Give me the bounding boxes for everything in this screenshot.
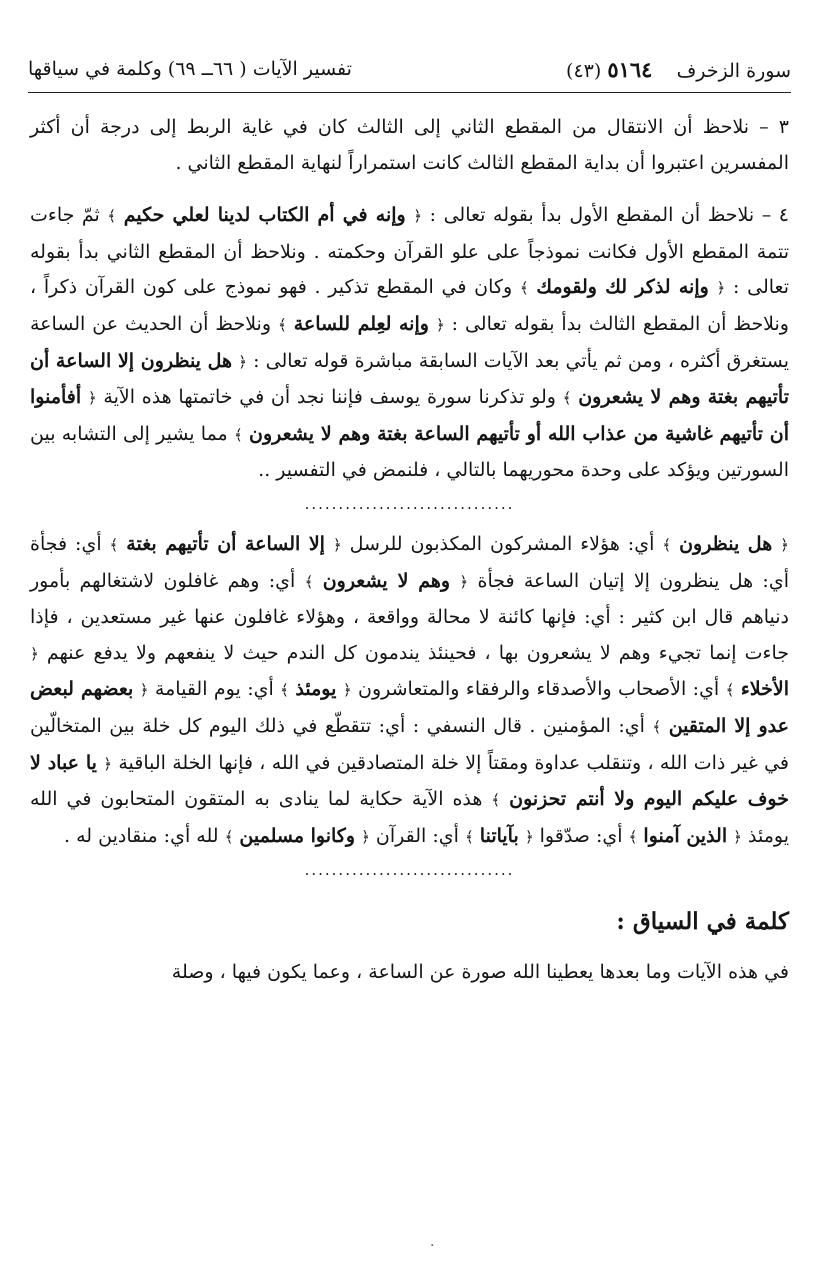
header-surah: (٤٣) سورة الزخرف (566, 59, 791, 82)
ornament-open: ﴿ (459, 572, 469, 591)
separator-dots: ............................... (304, 861, 515, 880)
ornament-close: ﴾ (233, 425, 243, 444)
ornament-close: ﴾ (519, 279, 529, 298)
tafsir-text-1: أي: هؤلاء المشركون المكذبون للرسل (341, 532, 663, 555)
p2-text-1: ٤ – نلاحظ أن المقطع الأول بدأ بقوله تعالى : (422, 204, 789, 227)
quran-verse: هل ينظرون (679, 532, 773, 555)
ornament-close: ﴾ (652, 717, 662, 736)
ornament-open: ﴿ (780, 535, 789, 554)
ornament-open: ﴿ (524, 827, 534, 846)
quran-verse: يومئذ (295, 678, 337, 701)
paragraph-point-4 (30, 198, 789, 489)
quran-verse: وهم لا يشعرون (322, 569, 451, 592)
separator-dots: ............................... (304, 494, 515, 513)
ornament-open: ﴿ (716, 279, 726, 298)
paragraph-point-3: ٣ – نلاحظ أن الانتقال من المقطع الثاني إلى الثالث كان في غاية الربط إلى درجة أن أكثر المفسرين اعتبروا أن بداية المقطع الثالث كانت استمراراً لنهاية المقطع الثاني . (30, 116, 789, 174)
ornament-close: ﴾ (224, 827, 234, 846)
p2-text-4: ونلاحظ أن الحديث عن الساعة يستغرق أكثره ، ومن ثم يأتي بعد الآيات السابقة مباشرة قوله تعالى : (30, 312, 789, 372)
p2-text-5: ولو تذكرنا سورة يوسف فإننا نجد أن في خاتمتها هذه الآية (96, 386, 563, 409)
tafsir-text-6: أي: المؤمنين . قال النسفي : أي: تتقطّع في ذلك اليوم كل خلة بين المتخالّين في غير ذات الله ، وتنقلب عداوة ومقتاً إلا خلة المتصادقين في الله ، فإنها الخلة الباقية (30, 714, 790, 774)
ornament-open: ﴿ (238, 352, 247, 371)
tafsir-text-4: أي: الأصحاب والأصدقاء والرفقاء والمتعاشرون (351, 678, 726, 701)
ornament-open: ﴿ (435, 315, 445, 334)
running-header (28, 52, 791, 86)
tafsir-text-2: أي: فجأة أي: هل ينظرون إلا إتيان الساعة فجأة (30, 532, 789, 592)
header-section-title: تفسير الآيات ( ٦٦ــ ٦٩) وكلمة في سياقها (28, 58, 352, 80)
ornament-close: ﴾ (562, 389, 572, 408)
quran-verse: بآياتنا (479, 824, 519, 847)
header-right-group (566, 57, 791, 82)
quran-verse: وإنه لذكر لك ولقومك (536, 276, 709, 299)
tafsir-text-10: لله أي: منقادين له . (64, 824, 225, 847)
ornament-open: ﴿ (733, 827, 742, 846)
ornament-open: ﴿ (413, 207, 423, 226)
tafsir-text-9: أي: القرآن (369, 824, 465, 847)
quran-verse: وكانوا مسلمين (239, 824, 356, 847)
tafsir-paragraph (30, 527, 789, 855)
tafsir-text-5: أي: يوم القيامة (148, 678, 281, 701)
quran-verse: وإنه لعِلم للساعة (293, 312, 429, 335)
quran-verse: يا عباد لا خوف عليكم اليوم ولا أنتم تحزنون (30, 751, 789, 811)
ornament-close: ﴾ (277, 315, 287, 334)
ornament-open: ﴿ (87, 389, 97, 408)
tafsir-text-7: هذه الآية حكاية لما ينادى به المتقون المتحابون في الله يومئذ (30, 788, 789, 847)
ornament-close: ﴾ (107, 207, 117, 226)
page-body (30, 110, 789, 991)
footer-mark: · (430, 1238, 435, 1254)
ornament-close: ﴾ (280, 681, 289, 700)
ornament-close: ﴾ (109, 535, 119, 554)
ornament-close: ﴾ (725, 681, 735, 700)
p2-text-3: وكان في المقطع تذكير . فهو نموذج على كون القرآن ذكراً ، ونلاحظ أن المقطع الثالث بدأ بقوله تعالى : (30, 276, 789, 335)
quran-verse: إلا الساعة أن تأتيهم بغتة (126, 532, 325, 555)
header-rule (28, 92, 791, 93)
ornament-open: ﴿ (139, 681, 149, 700)
ornament-open: ﴿ (342, 681, 352, 700)
ornament-open: ﴿ (332, 535, 342, 554)
quran-verse: بعضهم لبعض عدو إلا المتقين (30, 678, 789, 737)
section-heading: كلمة في السياق : (616, 908, 789, 936)
ornament-open: ﴿ (361, 827, 370, 846)
p2-text-6: مما يشير إلى التشابه بين السورتين ويؤكد على وحدة محوريهما بالتالي ، فلنمض في التفسير .. (30, 422, 789, 482)
quran-verse: هل ينظرون إلا الساعة أن تأتيهم بغتة وهم لا يشعرون (30, 349, 789, 409)
quran-verse: الأخلاء (740, 678, 789, 701)
tafsir-text-3: أي: وهم غافلون لاشتغالهم بأمور دنياهم قال ابن كثير : أي: فإنها كائنة لا محالة وواقعة ، وهؤلاء غافلون عنها غير مستعدين ، فإذا جاءت إنما تجيء وهم لا يشعرون بها ، فحينئذ يندمون كل الندم حيث لا ينفعهم ولا يدفع عنهم (30, 569, 789, 664)
quran-verse: وإنه في أم الكتاب لدينا لعلي حكيم (123, 204, 406, 227)
quran-verse: أفأمنوا أن تأتيهم غاشية من عذاب الله أو تأتيهم الساعة بغتة وهم لا يشعرون (30, 386, 789, 445)
ornament-close: ﴾ (628, 827, 638, 846)
page-number: ٥١٦٤ (607, 56, 653, 82)
ornament-close: ﴾ (304, 572, 314, 591)
final-paragraph: في هذه الآيات وما بعدها يعطينا الله صورة عن الساعة ، وعما يكون فيها ، وصلة (171, 961, 789, 984)
ornament-open: ﴿ (103, 754, 113, 773)
ornament-close: ﴾ (464, 827, 474, 846)
ornament-close: ﴾ (662, 535, 672, 554)
p2-text-2: ثمّ جاءت تتمة المقطع الأول فكانت نموذجاً على علو القرآن وحكمته . ونلاحظ أن المقطع الثاني بدأ بقوله تعالى : (30, 204, 789, 299)
quran-verse: الذين آمنوا (643, 824, 728, 847)
ornament-open: ﴿ (30, 644, 39, 663)
ornament-close: ﴾ (491, 791, 501, 810)
tafsir-text-8: أي: صدّقوا (533, 824, 629, 847)
